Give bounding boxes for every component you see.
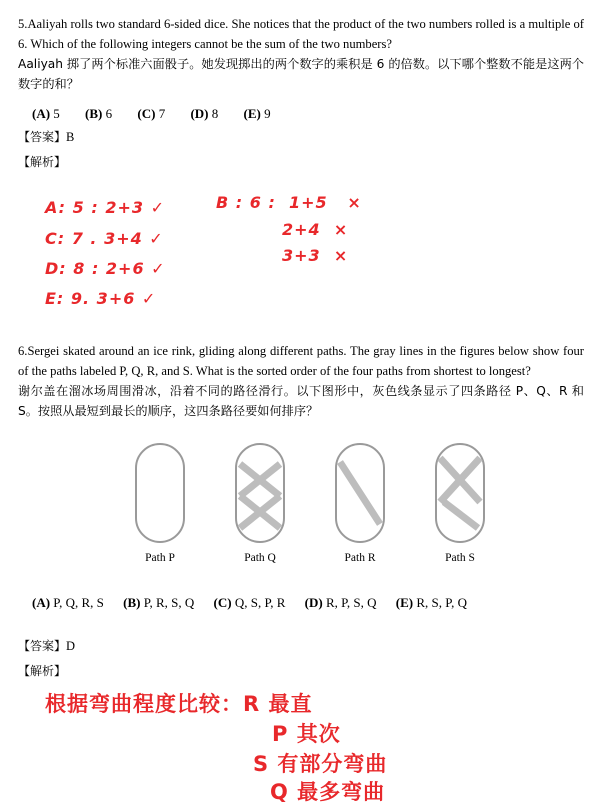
problem-5-choice-c[interactable] <box>137 106 165 122</box>
choice-label: (A) <box>32 106 51 122</box>
problem-6-choice-e[interactable] <box>396 595 467 611</box>
problem-5-block <box>18 14 584 171</box>
handwriting-q5-line-e: E: 9. 3+6 ✓ <box>45 289 157 308</box>
handwriting-q6-line-2: P 其次 <box>272 722 341 746</box>
choice-value: 9 <box>264 106 271 122</box>
choice-value: 7 <box>158 106 166 122</box>
choice-value: 5 <box>53 106 60 122</box>
answer-label: 【答案】 <box>18 639 67 653</box>
problem-5-choice-b[interactable] <box>85 106 112 122</box>
choice-value: P, Q, R, S <box>53 595 104 610</box>
problem-5-question-cn: Aaliyah 掷了两个标准六面骰子。她发现掷出的两个数字的乘积是 6 的倍数。以下哪个整数不能是这两个数字的和？ <box>18 56 584 91</box>
path-q-shape <box>232 440 288 546</box>
answer-label: 【答案】 <box>18 130 67 145</box>
handwriting-q6-line-1: 根据弯曲程度比较：R 最直 <box>45 692 313 716</box>
figure-path-r <box>320 440 400 564</box>
handwriting-q5-line-b3: 3+3 × <box>282 246 349 265</box>
figure-path-q <box>220 440 300 564</box>
choice-value: R, P, S, Q <box>325 595 377 610</box>
figure-caption: Path Q <box>244 552 276 564</box>
path-p-shape <box>132 440 188 546</box>
handwriting-q6-line-4: Q 最多弯曲 <box>270 780 386 804</box>
problem-6-answers-block <box>18 595 584 680</box>
problem-5-choice-a[interactable] <box>32 106 60 122</box>
problem-6-answer-line <box>18 637 584 656</box>
figure-path-s <box>420 440 500 564</box>
problem-6-choice-a[interactable] <box>32 595 104 611</box>
choice-label: (D) <box>190 106 209 122</box>
problem-6-choice-c[interactable] <box>214 595 286 611</box>
problem-6-choice-d[interactable] <box>305 595 377 611</box>
choice-label: (B) <box>85 106 103 122</box>
choice-value: R, S, P, Q <box>416 595 467 610</box>
choice-value: 6 <box>105 106 113 122</box>
handwriting-q6-line-3: S 有部分弯曲 <box>253 752 388 776</box>
path-s-shape <box>432 440 488 546</box>
problem-5-question-en: 5.Aaliyah rolls two standard 6-sided dice. She notices that the product of the two numbers rolled is a multiple of 6. Which of the following integers cannot be the sum of the two numbers? <box>18 17 584 52</box>
problem-6-choices <box>18 595 584 611</box>
choice-label: (C) <box>137 106 156 122</box>
figure-caption: Path S <box>445 552 475 564</box>
problem-5-choice-e[interactable] <box>243 106 270 122</box>
answer-value: B <box>66 130 75 145</box>
problem-6-explain-line: 【解析】 <box>18 663 67 678</box>
path-r-shape <box>332 440 388 546</box>
problem-5-answer-line <box>18 128 584 147</box>
problem-6-question-en: 6.Sergei skated around an ice rink, gliding along different paths. The gray lines in the figures below show four of the paths labeled P, Q, R, and S. What is the sorted order of the four paths from shortest to longest? <box>18 344 584 379</box>
choice-value: Q, S, P, R <box>234 595 286 610</box>
choice-label: (E) <box>243 106 261 122</box>
problem-6-question-cn: 谢尔盖在溜冰场周围滑冰，沿着不同的路径滑行。以下图形中，灰色线条显示了四条路径 P、Q、R 和 S。按照从最短到最长的顺序，这四条路径要如何排序？ <box>18 383 584 418</box>
choice-label: (C) <box>213 595 232 610</box>
figure-caption: Path R <box>344 552 376 564</box>
choice-label: (E) <box>395 595 414 610</box>
figure-caption: Path P <box>145 552 175 564</box>
problem-5-explain-line: 【解析】 <box>18 155 67 170</box>
handwriting-q5-line-a: A: 5 : 2+3 ✓ <box>45 198 165 217</box>
problem-5-choice-d[interactable] <box>190 106 218 122</box>
problem-6-choice-b[interactable] <box>123 595 194 611</box>
choice-label: (A) <box>32 595 51 610</box>
choice-label: (B) <box>123 595 141 610</box>
handwriting-q5-line-c: C: 7 . 3+4 ✓ <box>45 229 164 248</box>
problem-5-choices <box>18 106 584 122</box>
handwriting-q5-line-b2: 2+4 × <box>282 220 349 239</box>
handwriting-q5-line-d: D: 8 : 2+6 ✓ <box>45 259 166 278</box>
handwriting-q5-line-b1: B : 6 : 1+5 × <box>216 193 362 212</box>
figure-path-p <box>120 440 200 564</box>
problem-6-block <box>18 341 584 421</box>
choice-value: P, R, S, Q <box>143 595 195 610</box>
choice-value: 8 <box>211 106 219 122</box>
path-figures <box>120 440 500 564</box>
choice-label: (D) <box>304 595 323 610</box>
answer-value: D <box>66 639 76 653</box>
